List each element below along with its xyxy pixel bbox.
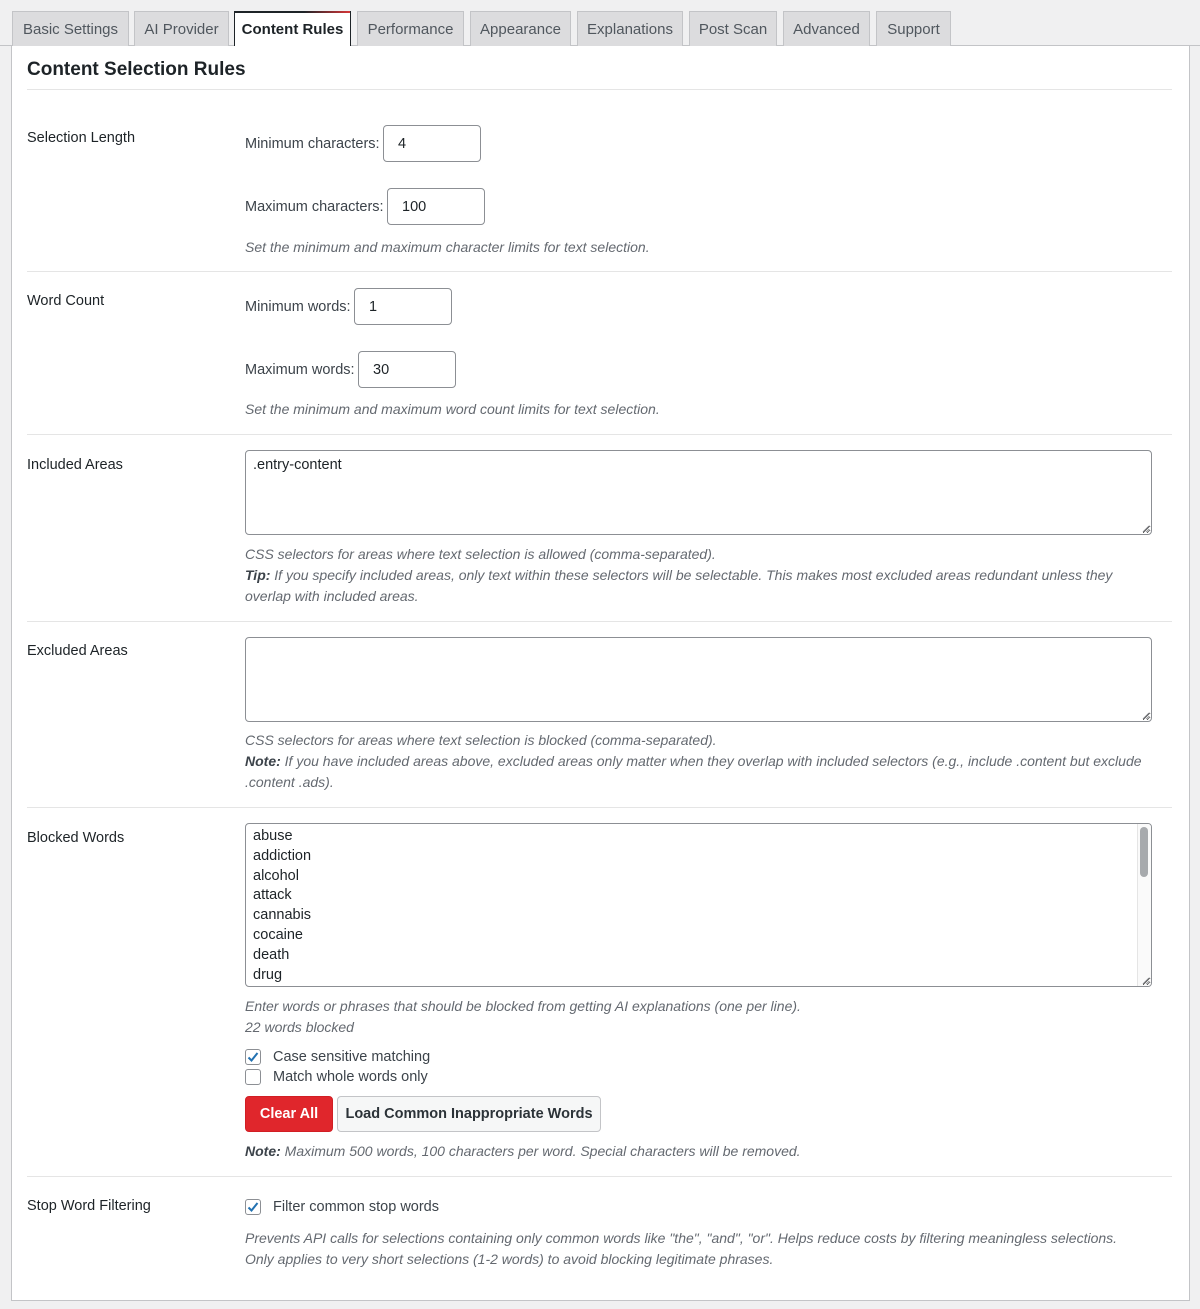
- blocked-words-list: [253, 827, 1144, 985]
- settings-tabs: [0, 0, 1200, 46]
- checkmark-icon: [246, 1050, 260, 1064]
- tab-post-scan[interactable]: Post Scan: [689, 11, 777, 46]
- divider: [27, 89, 1172, 90]
- blocked-word-item: abuse: [253, 828, 293, 844]
- included-areas-description: [245, 544, 1155, 607]
- blocked-word-item: death: [253, 946, 290, 963]
- selection-length-description: Set the minimum and maximum character limits for text selection.: [245, 239, 650, 255]
- included-areas-textarea[interactable]: [245, 450, 1152, 535]
- whole-words-label[interactable]: Match whole words only: [273, 1069, 428, 1085]
- stop-words-help-line1: Prevents API calls for selections containing only common words like "the", "and", "or". Helps reduce costs by filtering meaningless selections.: [245, 1230, 1118, 1246]
- blocked-words-description: [245, 996, 1155, 1038]
- clear-all-button[interactable]: Clear All: [245, 1096, 333, 1132]
- stop-words-checkbox[interactable]: [245, 1199, 261, 1215]
- tab-support[interactable]: Support: [876, 11, 951, 46]
- included-areas-label: Included Areas: [27, 457, 123, 473]
- divider: [27, 434, 1172, 435]
- divider: [27, 1176, 1172, 1177]
- min-characters-label: Minimum characters:: [245, 136, 380, 152]
- resize-handle-icon[interactable]: [1141, 711, 1150, 720]
- max-words-input[interactable]: [358, 351, 456, 388]
- included-areas-value: .entry-content: [253, 457, 342, 473]
- blocked-words-help: Enter words or phrases that should be blocked from getting AI explanations (one per line).: [245, 998, 801, 1014]
- tip-text: If you specify included areas, only text within these selectors will be selectable. This makes most excluded areas redundant unless they overlap with included areas.: [245, 567, 1113, 604]
- note-text: If you have included areas above, excluded areas only matter when they overlap with included selectors (e.g., include .content but exclude .content .ads).: [245, 753, 1142, 790]
- blocked-words-note: [245, 1141, 1155, 1162]
- tab-performance[interactable]: Performance: [357, 11, 464, 46]
- tip-label: Tip:: [245, 567, 271, 583]
- divider: [27, 621, 1172, 622]
- load-common-words-button[interactable]: Load Common Inappropriate Words: [337, 1096, 601, 1132]
- stop-word-filtering-label: Stop Word Filtering: [27, 1198, 151, 1214]
- max-characters-label: Maximum characters:: [245, 199, 384, 215]
- stop-words-checkbox-label[interactable]: Filter common stop words: [273, 1199, 439, 1215]
- note-label: Note:: [245, 753, 281, 769]
- blocked-word-item: cannabis: [253, 907, 312, 924]
- whole-words-checkbox[interactable]: [245, 1069, 261, 1085]
- page-title: Content Selection Rules: [27, 59, 246, 80]
- blocked-word-item: cocaine: [253, 926, 303, 943]
- selection-length-label: Selection Length: [27, 130, 136, 146]
- stop-words-description: [245, 1228, 1155, 1270]
- settings-panel: [11, 46, 1190, 1301]
- excluded-areas-description: [245, 730, 1155, 793]
- tab-advanced[interactable]: Advanced: [783, 11, 870, 46]
- blocked-word-item: drug: [253, 966, 283, 983]
- tab-basic-settings[interactable]: Basic Settings: [12, 11, 129, 46]
- tab-content-rules[interactable]: Content Rules: [234, 11, 351, 47]
- min-words-input[interactable]: [354, 288, 452, 325]
- note-text: Maximum 500 words, 100 characters per word. Special characters will be removed.: [280, 1143, 801, 1159]
- excluded-areas-help: CSS selectors for areas where text selection is blocked (comma-separated).: [245, 732, 717, 748]
- word-count-label: Word Count: [27, 293, 105, 309]
- min-characters-input[interactable]: [383, 125, 481, 162]
- excluded-areas-label: Excluded Areas: [27, 643, 128, 659]
- tab-appearance[interactable]: Appearance: [470, 11, 571, 46]
- tab-explanations[interactable]: Explanations: [577, 11, 683, 46]
- scrollbar[interactable]: [1137, 824, 1151, 986]
- excluded-areas-textarea[interactable]: [245, 637, 1152, 722]
- max-words-label: Maximum words:: [245, 362, 355, 378]
- checkmark-icon: [246, 1200, 260, 1214]
- blocked-words-textarea[interactable]: [245, 823, 1152, 987]
- blocked-words-label: Blocked Words: [27, 830, 125, 846]
- blocked-word-item: alcohol: [253, 867, 299, 884]
- tab-ai-provider[interactable]: AI Provider: [134, 11, 229, 46]
- max-characters-input[interactable]: [387, 188, 485, 225]
- resize-handle-icon[interactable]: [1141, 976, 1150, 985]
- stop-words-help-line2: Only applies to very short selections (1-2 words) to avoid blocking legitimate phrases.: [245, 1251, 774, 1267]
- blocked-words-count: 22 words blocked: [245, 1019, 354, 1035]
- included-areas-help: CSS selectors for areas where text selection is allowed (comma-separated).: [245, 546, 716, 562]
- word-count-description: Set the minimum and maximum word count limits for text selection.: [245, 401, 660, 417]
- resize-handle-icon[interactable]: [1141, 524, 1150, 533]
- excluded-areas-note: [245, 751, 1155, 793]
- case-sensitive-checkbox[interactable]: [245, 1049, 261, 1065]
- case-sensitive-label[interactable]: Case sensitive matching: [273, 1049, 431, 1065]
- divider: [27, 807, 1172, 808]
- blocked-word-item: attack: [253, 887, 292, 904]
- scrollbar-thumb[interactable]: [1140, 827, 1148, 877]
- divider: [27, 271, 1172, 272]
- blocked-word-item: addiction: [253, 847, 312, 864]
- min-words-label: Minimum words:: [245, 299, 351, 315]
- note-label: Note:: [245, 1143, 281, 1159]
- included-areas-tip: [245, 565, 1155, 607]
